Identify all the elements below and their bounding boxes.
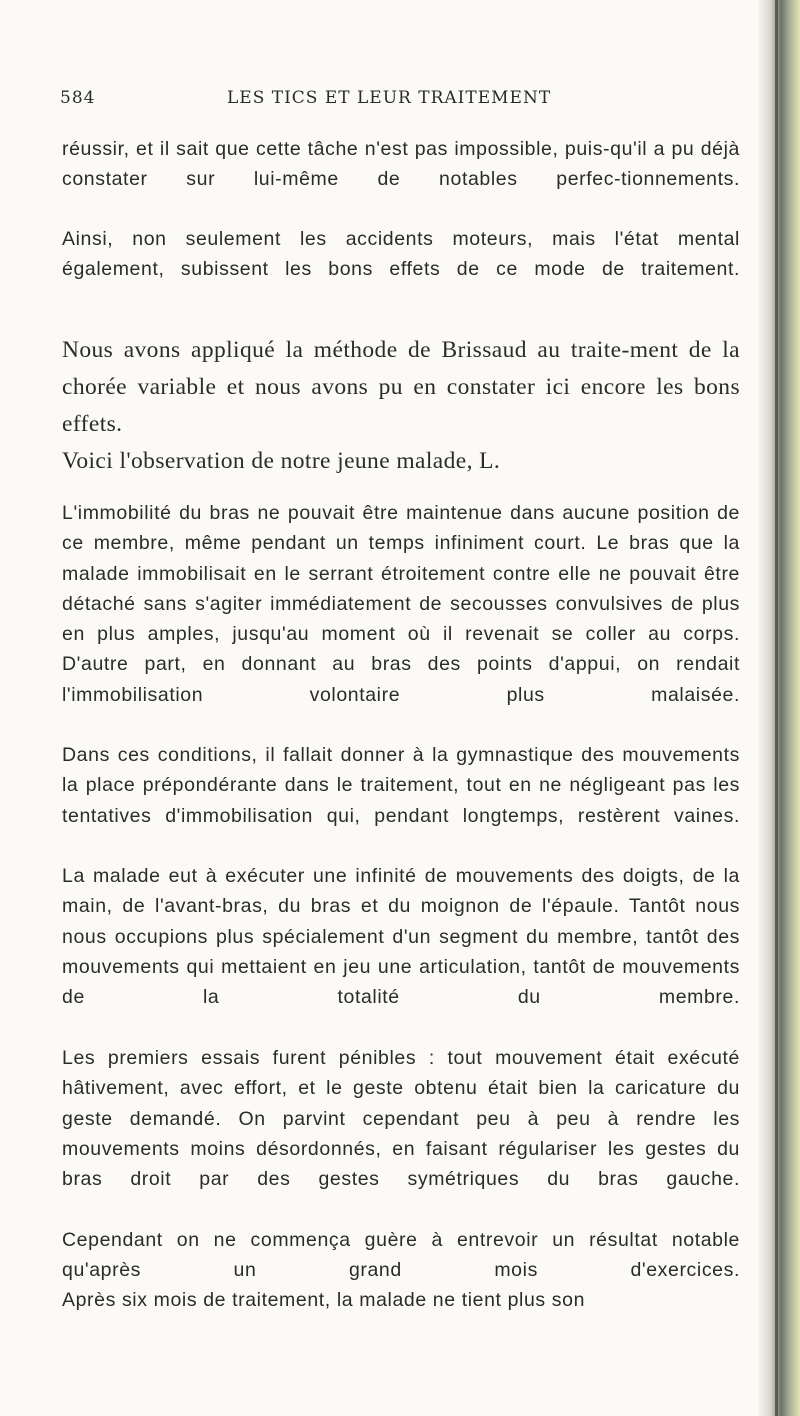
- page-number: 584: [60, 88, 96, 108]
- paragraph-7: La malade eut à exécuter une infinité de mouvements des doigts, de la main, de l'avant-bras, du bras et du moignon de l'épaule. Tantôt nous nous occupions plus spécialement d'un segment du membre, tantôt des mouvements qui mettaient en jeu une articulation, tantôt de mouvements de la totalité du membre.: [62, 865, 740, 1009]
- paragraph-1: réussir, et il sait que cette tâche n'est pas impossible, puis-qu'il a pu déjà constater sur lui-même de notables perfec-tionnements.: [62, 138, 740, 191]
- spine-shadow-line: [775, 0, 778, 1416]
- paragraph-8: Les premiers essais furent pénibles : tout mouvement était exécuté hâtivement, avec effort, et le geste obtenu était bien la caricature du geste demandé. On parvint cependant peu à peu à rendre les mouvements moins désordonnés, en faisant régulariser les gestes du bras droit par des gestes symétriques du bras gauche.: [62, 1047, 740, 1191]
- book-spine-edge: [758, 0, 800, 1416]
- running-title: LES TICS ET LEUR TRAITEMENT: [227, 88, 552, 108]
- paragraph-2: Ainsi, non seulement les accidents moteurs, mais l'état mental également, subissent les bons effets de ce mode de traitement.: [62, 228, 740, 281]
- paragraph-3: Nous avons appliqué la méthode de Brissaud au traite-ment de la chorée variable et nous avons pu en constater ici encore les bons effets.: [62, 337, 740, 437]
- paragraph-6: Dans ces conditions, il fallait donner à la gymnastique des mouvements la place prépondérante dans le traitement, tout en ne négligeant pas les tentatives d'immobilisation qui, pendant longtemps, restèrent vaines.: [62, 744, 740, 827]
- paragraph-5: L'immobilité du bras ne pouvait être maintenue dans aucune position de ce membre, même pendant un temps infiniment court. Le bras que la malade immobilisait en le serrant étroitement contre elle ne pouvait être détaché sans s'agiter immédiatement de secousses convulsives de plus en plus amples, jusqu'au moment où il revenait se coller au corps. D'autre part, en donnant au bras des points d'appui, on rendait l'immobilisation volontaire plus malaisée.: [62, 502, 740, 706]
- paragraph-10: Après six mois de traitement, la malade ne tient plus son: [62, 1289, 586, 1311]
- running-header: [60, 88, 720, 118]
- paragraph-9: Cependant on ne commença guère à entrevoir un résultat notable qu'après un grand mois d'exercices.: [62, 1229, 740, 1282]
- paragraph-4: Voici l'observation de notre jeune malade, L.: [62, 448, 501, 474]
